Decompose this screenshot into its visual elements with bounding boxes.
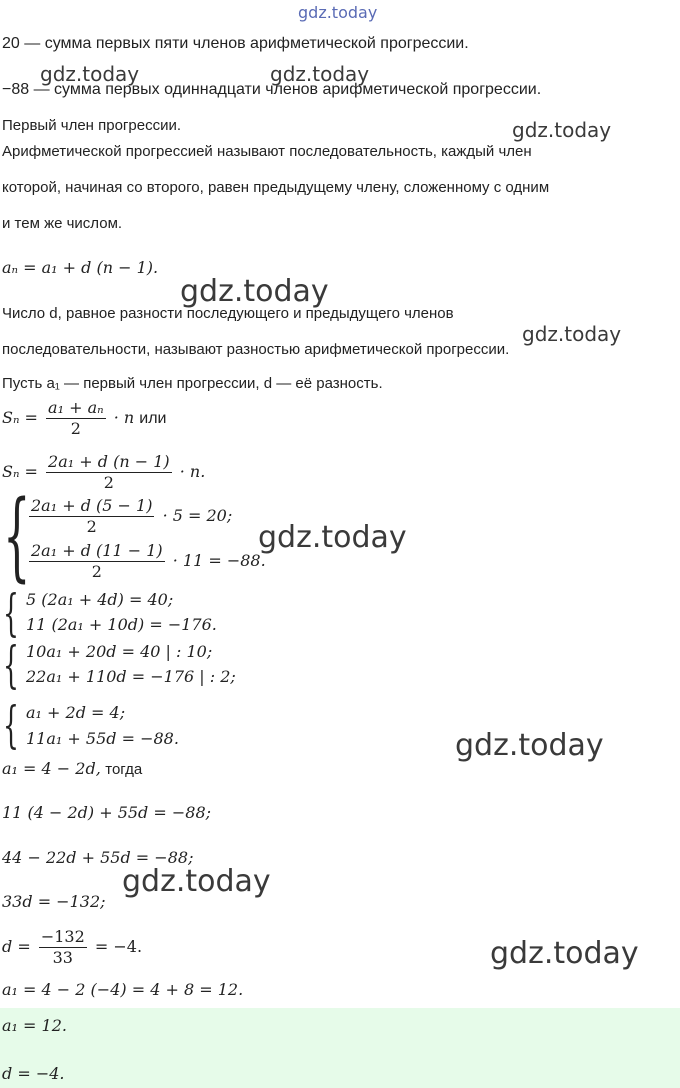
- or-word: или: [139, 410, 167, 427]
- watermark: gdz.today: [490, 936, 639, 971]
- fraction-denominator: 2: [91, 562, 102, 581]
- fraction: [46, 398, 106, 439]
- system-brace: {: [3, 584, 19, 642]
- watermark: gdz.today: [258, 520, 407, 555]
- let-statement: Пусть a₁ — первый член прогрессии, d — её разность.: [2, 375, 383, 392]
- system4-row-2: 11a₁ + 55d = −88.: [26, 729, 179, 748]
- step-substitute: 11 (4 − 2d) + 55d = −88;: [2, 803, 212, 822]
- fraction-denominator: 2: [70, 419, 81, 438]
- fraction-denominator: 2: [86, 517, 97, 536]
- statement-sum-eleven: −88 — сумма первых одиннадцати членов арифметической прогрессии.: [2, 81, 542, 98]
- step-solve-d: [2, 927, 142, 968]
- fraction: [29, 541, 165, 582]
- definition-line-1: Арифметической прогрессией называют последовательность, каждый член: [2, 143, 532, 160]
- system1-row-1: [26, 496, 232, 537]
- system2-row-2: 11 (2a₁ + 10d) = −176.: [26, 615, 217, 634]
- nth-term-formula: aₙ = a₁ + d (n − 1).: [2, 258, 159, 277]
- statement-sum-five: 20 — сумма первых пяти членов арифметической прогрессии.: [2, 35, 469, 52]
- formula-lhs: Sₙ =: [2, 462, 38, 481]
- step-compute-a1: a₁ = 4 − 2 (−4) = 4 + 8 = 12.: [2, 980, 244, 999]
- formula-tail: · n: [113, 408, 135, 427]
- watermark: gdz.today: [455, 728, 604, 763]
- watermark: gdz.today: [522, 322, 622, 346]
- step-expand: 44 − 22d + 55d = −88;: [2, 848, 194, 867]
- system2-row-1: 5 (2a₁ + 4d) = 40;: [26, 590, 174, 609]
- system3-row-1: 10a₁ + 20d = 40 | : 10;: [26, 642, 213, 661]
- watermark: gdz.today: [512, 118, 612, 142]
- question-first-term: Первый член прогрессии.: [2, 117, 182, 134]
- answer-block: [0, 1008, 680, 1088]
- then-word: тогда: [105, 761, 143, 778]
- step-express-a1: [2, 759, 142, 780]
- formula-lhs: Sₙ =: [2, 408, 38, 427]
- fraction: [39, 927, 87, 968]
- watermark: gdz.today: [122, 864, 271, 899]
- system-brace: {: [3, 636, 19, 694]
- equation-tail: · 11 = −88.: [172, 551, 266, 570]
- watermark: gdz.today: [270, 62, 370, 86]
- system-brace: {: [3, 480, 31, 592]
- system-brace: {: [3, 696, 19, 754]
- fraction-numerator: 2a₁ + d (n − 1): [48, 452, 170, 471]
- sum-formula-1: [2, 398, 166, 439]
- answer-d: d = −4.: [2, 1064, 65, 1083]
- formula-tail: = −4.: [94, 937, 143, 956]
- fraction-numerator: 2a₁ + d (11 − 1): [31, 541, 163, 560]
- fraction-numerator: −132: [40, 927, 85, 946]
- definition-line-3: и тем же числом.: [2, 215, 123, 232]
- fraction: [46, 452, 172, 493]
- watermark: gdz.today: [40, 62, 140, 86]
- formula-tail: · n.: [179, 462, 206, 481]
- fraction: [29, 496, 154, 537]
- fraction-denominator: 2: [103, 473, 114, 492]
- difference-definition-1: Число d, равное разности последующего и предыдущего членов: [2, 305, 454, 322]
- watermark: gdz.today: [298, 3, 378, 22]
- step-simplify: 33d = −132;: [2, 892, 106, 911]
- fraction-numerator: a₁ + aₙ: [48, 398, 104, 417]
- system4-row-1: a₁ + 2d = 4;: [26, 703, 126, 722]
- definition-line-2: которой, начиная со второго, равен предыдущему члену, сложенному с одним: [2, 179, 550, 196]
- formula-lhs: d =: [2, 937, 31, 956]
- sum-formula-2: [2, 452, 205, 493]
- equation: a₁ = 4 − 2d,: [2, 759, 101, 778]
- equation-tail: · 5 = 20;: [162, 506, 233, 525]
- system1-row-2: [26, 541, 266, 582]
- fraction-numerator: 2a₁ + d (5 − 1): [31, 496, 153, 515]
- watermark: gdz.today: [180, 274, 329, 309]
- difference-definition-2: последовательности, называют разностью арифметической прогрессии.: [2, 341, 510, 358]
- fraction-denominator: 33: [52, 948, 73, 967]
- system3-row-2: 22a₁ + 110d = −176 | : 2;: [26, 667, 236, 686]
- answer-a1: a₁ = 12.: [2, 1016, 67, 1035]
